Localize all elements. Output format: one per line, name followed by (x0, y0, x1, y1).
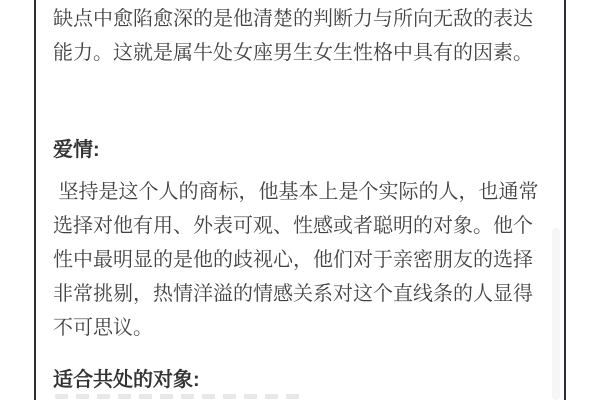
section-heading-match (53, 363, 553, 397)
right-border-line (564, 0, 566, 400)
section-heading-love (53, 133, 553, 167)
scrollbar-track[interactable] (552, 228, 560, 400)
text-line: 能力。这就是属牛处女座男生女生性格中具有的因素。 (53, 42, 533, 64)
intro-paragraph (53, 2, 553, 70)
text-line: 非常挑剔，热情洋溢的情感关系对这个直线条的人显得 (53, 283, 533, 305)
text-line: 坚持是这个人的商标，他基本上是个实际的人，也通常 (53, 181, 539, 203)
text-line: 选择对他有用、外表可观、性感或者聪明的对象。他个 (53, 215, 533, 237)
clipped-next-line (55, 394, 303, 399)
love-paragraph (53, 175, 553, 345)
heading-text: 适合共处的对象: (53, 369, 200, 391)
heading-text: 爱情: (53, 139, 100, 161)
text-line: 不可思议。 (53, 317, 153, 339)
text-line: 缺点中愈陷愈深的是他清楚的判断力与所向无敌的表达 (53, 8, 533, 30)
left-border-line (34, 0, 36, 400)
text-line: 性中最明显的是他的歧视心，他们对于亲密朋友的选择 (53, 249, 533, 271)
